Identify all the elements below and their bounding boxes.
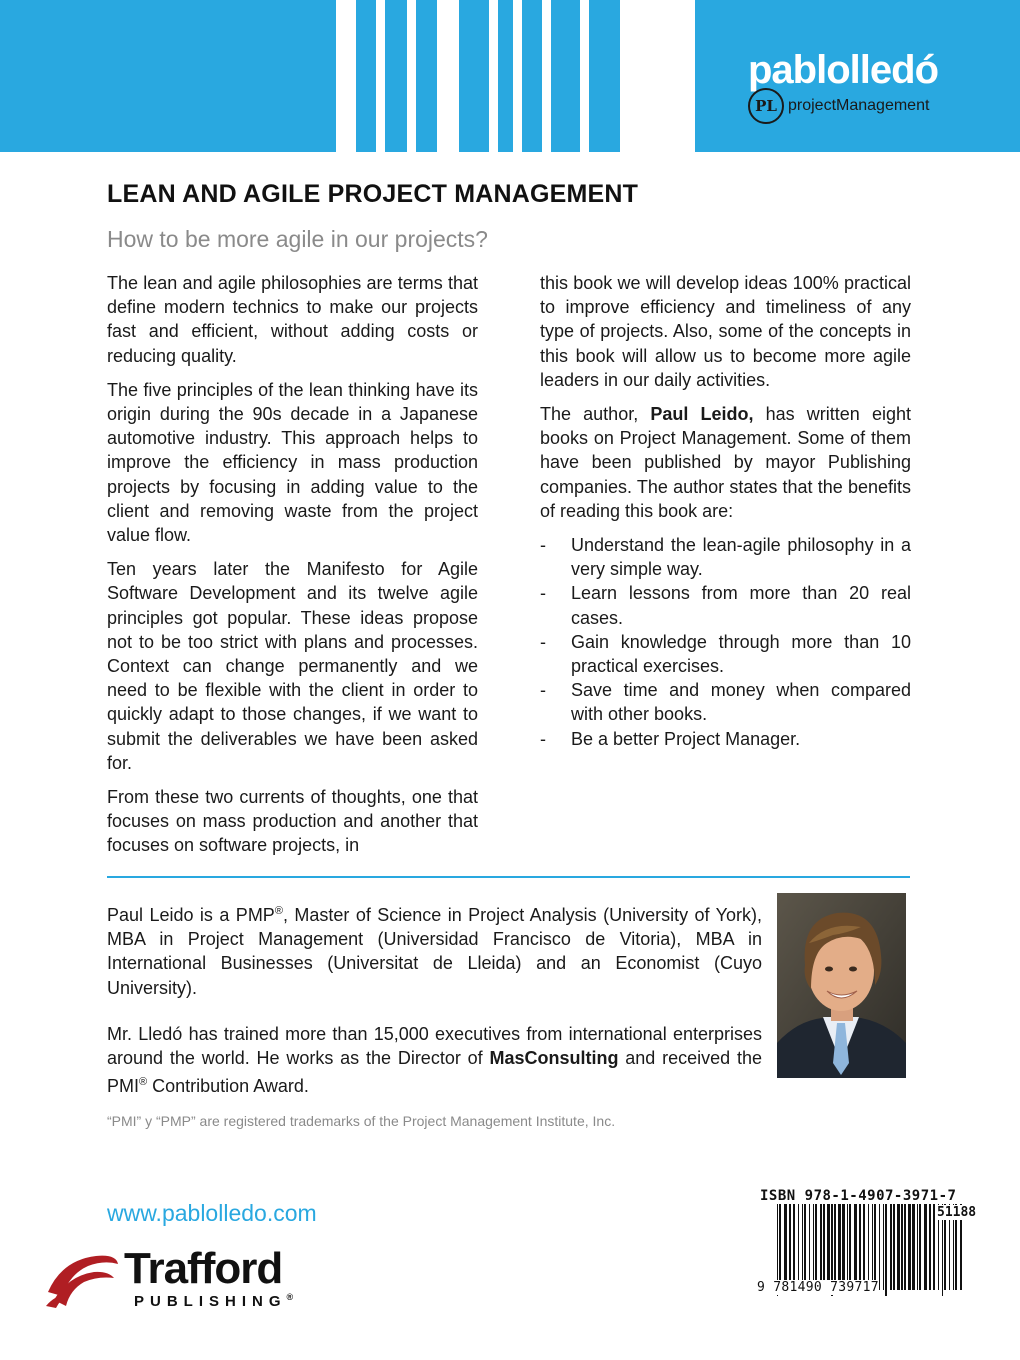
right-column [540,271,911,751]
isbn-label: ISBN 978-1-4907-3971-7 [760,1188,957,1204]
author-name: Paul Leido, [650,404,754,425]
bullet-dash: - [540,680,546,701]
bullet-dash: - [540,583,546,604]
registered-mark: ® [139,1076,148,1089]
barcode-digits: 9 781490 739717 [757,1280,879,1295]
author-bio [107,899,762,1120]
list-item-text: Understand the lean-agile philosophy in a very simple way. [571,535,911,580]
header-stripe [620,0,695,152]
paragraph: From these two currents of thoughts, one that focuses on mass production and another that focuses on software projects, in [107,787,478,856]
text: The author, [540,404,651,425]
list-item [540,533,911,581]
header-stripe [542,0,551,152]
paragraph: Ten years later the Manifesto for Agile Software Development and its twelve agile principles got popular. These ideas propose not to be too strict with plans and processes. Context can change permanently and we need to be flexible with the client in order to quickly adapt to those changes, if we want to submit the deliverables we have been asked for. [107,559,478,773]
list-item [540,581,911,629]
list-item [540,727,911,751]
text: Paul Leido is a PMP [107,905,275,925]
header-stripe [437,0,459,152]
text: Contribution Award. [147,1076,309,1097]
text: Mr. Lledó has trained more than 15,000 executives from international enterprises around the world. He works as the Director of [107,1023,762,1069]
registered-mark: ® [274,905,283,917]
list-item-text: Save time and money when compared with other books. [571,680,911,725]
list-item-text: Learn lessons from more than 20 real cases. [571,583,911,628]
author-photo [777,893,906,1078]
list-item-text: Be a better Project Manager. [571,728,801,749]
benefits-list [540,533,911,751]
text: has written eight books on Project Management. Some of them have been published by mayor Publishing companies. The author states that the benefits of reading this book are: [540,404,911,521]
header-stripe [376,0,385,152]
registered-mark: ® [286,1292,294,1302]
text: , Master of Science in Project Analysis (University of York), MBA in Project Management (Universidad Francisco de Vitoria), MBA in International Businesses (Universitat de Lleida) and an Economist (Cuyo University). [107,905,763,998]
header-stripe [513,0,522,152]
header-stripe [336,0,356,152]
trafford-swoosh-icon [44,1252,119,1308]
company-name: MasConsulting [489,1048,619,1069]
price-code: 51188 [937,1205,977,1220]
text: PUBLISHING [134,1293,287,1310]
header-stripe [489,0,498,152]
left-column [107,271,478,868]
trademark-note: “PMI” y “PMP” are registered trademarks of the Project Management Institute, Inc. [107,1113,616,1129]
header-banner [0,0,1020,152]
text: and received the PMI [107,1048,762,1097]
publisher-subtitle [134,1292,293,1310]
brand-tagline: projectManagement [788,97,930,114]
brand-monogram-icon: PL [748,88,784,124]
header-stripe [580,0,589,152]
brand-name: pablolledó [748,48,938,92]
book-title: LEAN AND AGILE PROJECT MANAGEMENT [107,180,639,208]
list-item [540,630,911,678]
paragraph: this book we will develop ideas 100% practical to improve efficiency and timeliness of any type of projects. Also, some of the concepts in this book will allow us to become more agile leaders in our daily activities. [540,273,911,390]
list-item-text: Gain knowledge through more than 10 practical exercises. [571,631,911,677]
paragraph: The lean and agile philosophies are terms that define modern technics to make our projects fast and efficient, without adding costs or reducing quality. [107,273,478,366]
brand-logo-block [748,48,978,115]
website-link[interactable]: www.pablolledo.com [107,1200,317,1226]
bullet-dash: - [540,535,546,556]
paragraph: The five principles of the lean thinking have its origin during the 90s decade in a Japanese automotive industry. This approach helps to improve the efficiency in mass production projects by focusing in adding value to the client and removing waste from the project value flow. [107,379,478,546]
bullet-dash: - [540,631,546,652]
bio-paragraph [107,899,762,1000]
section-divider [107,876,910,878]
header-stripe [407,0,416,152]
book-subtitle: How to be more agile in our projects? [107,226,488,252]
list-item [540,678,911,726]
brand-sub [748,88,978,128]
publisher-logo [44,1244,334,1314]
author-paragraph [540,402,911,523]
bullet-dash: - [540,728,546,749]
publisher-name: Trafford [124,1244,283,1293]
bio-paragraph [107,1022,762,1099]
author-portrait-icon [777,893,906,1078]
isbn-barcode-block [755,1188,975,1308]
